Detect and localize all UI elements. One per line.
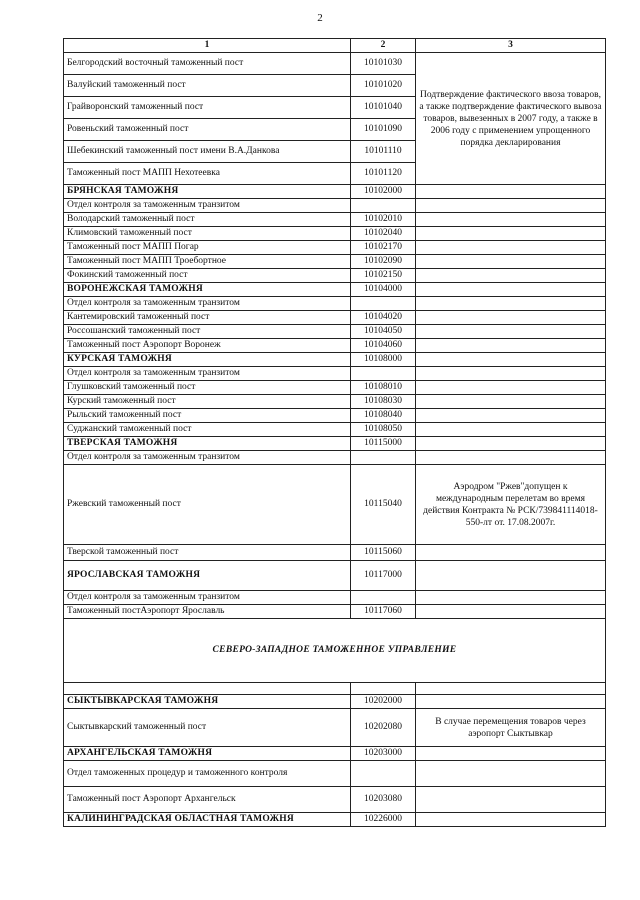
post-code: 10226000	[351, 813, 416, 827]
table-row	[64, 241, 606, 255]
note-cell	[416, 199, 606, 213]
post-name: Отдел контроля за таможенным транзитом	[64, 367, 351, 381]
post-code: 10115000	[351, 437, 416, 451]
post-name: Сыктывкарский таможенный пост	[64, 709, 351, 747]
customs-posts-table	[63, 38, 606, 827]
post-code: 10117000	[351, 561, 416, 591]
post-name: Климовский таможенный пост	[64, 227, 351, 241]
post-code: 10101020	[351, 75, 416, 97]
table-row	[64, 545, 606, 561]
note-cell	[416, 451, 606, 465]
customs-office-name: ВОРОНЕЖСКАЯ ТАМОЖНЯ	[64, 283, 351, 297]
post-code	[351, 367, 416, 381]
note-cell	[416, 787, 606, 813]
post-code: 10102040	[351, 227, 416, 241]
post-name: Шебекинский таможенный пост имени В.А.Данкова	[64, 141, 351, 163]
note-cell	[416, 465, 606, 545]
column-header-1: 1	[64, 39, 351, 53]
post-code: 10101110	[351, 141, 416, 163]
table-row	[64, 269, 606, 283]
post-name: Таможенный постАэропорт Ярославль	[64, 605, 351, 619]
note-cell	[416, 813, 606, 827]
customs-office-name: ТВЕРСКАЯ ТАМОЖНЯ	[64, 437, 351, 451]
note-cell	[416, 409, 606, 423]
note-cell	[416, 381, 606, 395]
note-cell	[416, 311, 606, 325]
post-name: Таможенный пост Аэропорт Архангельск	[64, 787, 351, 813]
post-name: Таможенный пост Аэропорт Воронеж	[64, 339, 351, 353]
post-code	[351, 297, 416, 311]
note-cell	[416, 591, 606, 605]
note-cell	[416, 605, 606, 619]
table-row	[64, 423, 606, 437]
post-name: Курский таможенный пост	[64, 395, 351, 409]
table-row	[64, 409, 606, 423]
table-row	[64, 709, 606, 747]
table-row	[64, 185, 606, 199]
post-name: Таможенный пост МАПП Нехотеевка	[64, 163, 351, 185]
column-header-3: 3	[416, 39, 606, 53]
post-code: 10101030	[351, 53, 416, 75]
note-cell	[416, 709, 606, 747]
note-cell	[416, 761, 606, 787]
post-name: Россошанский таможенный пост	[64, 325, 351, 339]
department-heading: СЕВЕРО-ЗАПАДНОЕ ТАМОЖЕННОЕ УПРАВЛЕНИЕ	[64, 619, 606, 683]
post-name: Отдел контроля за таможенным транзитом	[64, 591, 351, 605]
post-name: Фокинский таможенный пост	[64, 269, 351, 283]
post-code: 10108030	[351, 395, 416, 409]
table-row	[64, 561, 606, 591]
note-cell	[416, 683, 606, 695]
note-cell	[416, 227, 606, 241]
table-row	[64, 283, 606, 297]
customs-office-name: КАЛИНИНГРАДСКАЯ ОБЛАСТНАЯ ТАМОЖНЯ	[64, 813, 351, 827]
table-row	[64, 465, 606, 545]
note-cell	[416, 53, 606, 185]
post-code: 10104050	[351, 325, 416, 339]
post-name: Белгородский восточный таможенный пост	[64, 53, 351, 75]
note-cell	[416, 437, 606, 451]
customs-office-name: СЫКТЫВКАРСКАЯ ТАМОЖНЯ	[64, 695, 351, 709]
table-row	[64, 381, 606, 395]
column-header-2: 2	[351, 39, 416, 53]
post-name: Отдел таможенных процедур и таможенного контроля	[64, 761, 351, 787]
table-row	[64, 761, 606, 787]
note-cell	[416, 255, 606, 269]
table-row	[64, 255, 606, 269]
post-code: 10102090	[351, 255, 416, 269]
post-name: Отдел контроля за таможенным транзитом	[64, 199, 351, 213]
table-row	[64, 813, 606, 827]
table-row	[64, 311, 606, 325]
note-cell	[416, 367, 606, 381]
post-code: 10102000	[351, 185, 416, 199]
table-row	[64, 787, 606, 813]
post-code: 10108000	[351, 353, 416, 367]
post-code: 10108040	[351, 409, 416, 423]
table-row	[64, 53, 606, 75]
post-code: 10117060	[351, 605, 416, 619]
post-code: 10115040	[351, 465, 416, 545]
post-name: Глушковский таможенный пост	[64, 381, 351, 395]
post-code: 10102150	[351, 269, 416, 283]
note-cell	[416, 269, 606, 283]
post-name: Суджанский таможенный пост	[64, 423, 351, 437]
note-cell	[416, 325, 606, 339]
table-row	[64, 367, 606, 381]
table-row	[64, 437, 606, 451]
post-code: 10202080	[351, 709, 416, 747]
table-header-row	[64, 39, 606, 53]
post-code: 10108050	[351, 423, 416, 437]
post-code: 10108010	[351, 381, 416, 395]
post-code: 10203080	[351, 787, 416, 813]
note-text-rzhev: Аэродром "Ржев"допущен к международным перелетам во время действия Контракта № РСК/739841114018-550-лт от. 17.08.2007г.	[423, 481, 598, 528]
post-code: 10104020	[351, 311, 416, 325]
post-code: 10102010	[351, 213, 416, 227]
table-row	[64, 227, 606, 241]
post-name: Рыльский таможенный пост	[64, 409, 351, 423]
post-code: 10115060	[351, 545, 416, 561]
post-code: 10101090	[351, 119, 416, 141]
post-name: Таможенный пост МАПП Погар	[64, 241, 351, 255]
post-code: 10202000	[351, 695, 416, 709]
post-name: Грайворонский таможенный пост	[64, 97, 351, 119]
note-cell	[416, 395, 606, 409]
table-row	[64, 395, 606, 409]
note-cell	[416, 353, 606, 367]
post-name: Тверской таможенный пост	[64, 545, 351, 561]
table-row	[64, 199, 606, 213]
table-row	[64, 339, 606, 353]
table-row	[64, 213, 606, 227]
note-text-syktyvkar: В случае перемещения товаров через аэропорт Сыктывкар	[435, 716, 586, 739]
post-code: 10102170	[351, 241, 416, 255]
customs-office-name: КУРСКАЯ ТАМОЖНЯ	[64, 353, 351, 367]
table-row	[64, 325, 606, 339]
note-cell	[416, 213, 606, 227]
customs-office-name: БРЯНСКАЯ ТАМОЖНЯ	[64, 185, 351, 199]
post-code	[351, 683, 416, 695]
note-cell	[416, 297, 606, 311]
note-cell	[416, 747, 606, 761]
table-row	[64, 297, 606, 311]
note-cell	[416, 283, 606, 297]
table-row	[64, 747, 606, 761]
table-row	[64, 619, 606, 683]
note-cell	[416, 423, 606, 437]
page-number: 2	[317, 12, 323, 24]
post-name	[64, 683, 351, 695]
post-name: Володарский таможенный пост	[64, 213, 351, 227]
note-cell	[416, 545, 606, 561]
table-row	[64, 683, 606, 695]
table-row	[64, 353, 606, 367]
table-row	[64, 591, 606, 605]
customs-office-name: АРХАНГЕЛЬСКАЯ ТАМОЖНЯ	[64, 747, 351, 761]
post-code	[351, 761, 416, 787]
post-name: Ровеньский таможенный пост	[64, 119, 351, 141]
note-cell	[416, 339, 606, 353]
post-code: 10101120	[351, 163, 416, 185]
note-cell	[416, 241, 606, 255]
post-name: Ржевский таможенный пост	[64, 465, 351, 545]
post-code: 10101040	[351, 97, 416, 119]
post-code: 10104000	[351, 283, 416, 297]
post-name: Таможенный пост МАПП Троебортное	[64, 255, 351, 269]
table-row	[64, 695, 606, 709]
note-text-belgorod: Подтверждение фактического ввоза товаров, а также подтверждение фактического вывоза товаров, вывезенных в 2007 году, а также в 2006 году с применением упрощенного порядка декларирования	[419, 89, 602, 148]
note-cell	[416, 695, 606, 709]
post-name: Валуйский таможенный пост	[64, 75, 351, 97]
table-row	[64, 605, 606, 619]
post-name: Отдел контроля за таможенным транзитом	[64, 451, 351, 465]
post-code	[351, 451, 416, 465]
post-code	[351, 199, 416, 213]
post-name: Отдел контроля за таможенным транзитом	[64, 297, 351, 311]
customs-office-name: ЯРОСЛАВСКАЯ ТАМОЖНЯ	[64, 561, 351, 591]
post-code: 10104060	[351, 339, 416, 353]
post-code	[351, 591, 416, 605]
note-cell	[416, 185, 606, 199]
note-cell	[416, 561, 606, 591]
post-name: Кантемировский таможенный пост	[64, 311, 351, 325]
table-row	[64, 451, 606, 465]
post-code: 10203000	[351, 747, 416, 761]
